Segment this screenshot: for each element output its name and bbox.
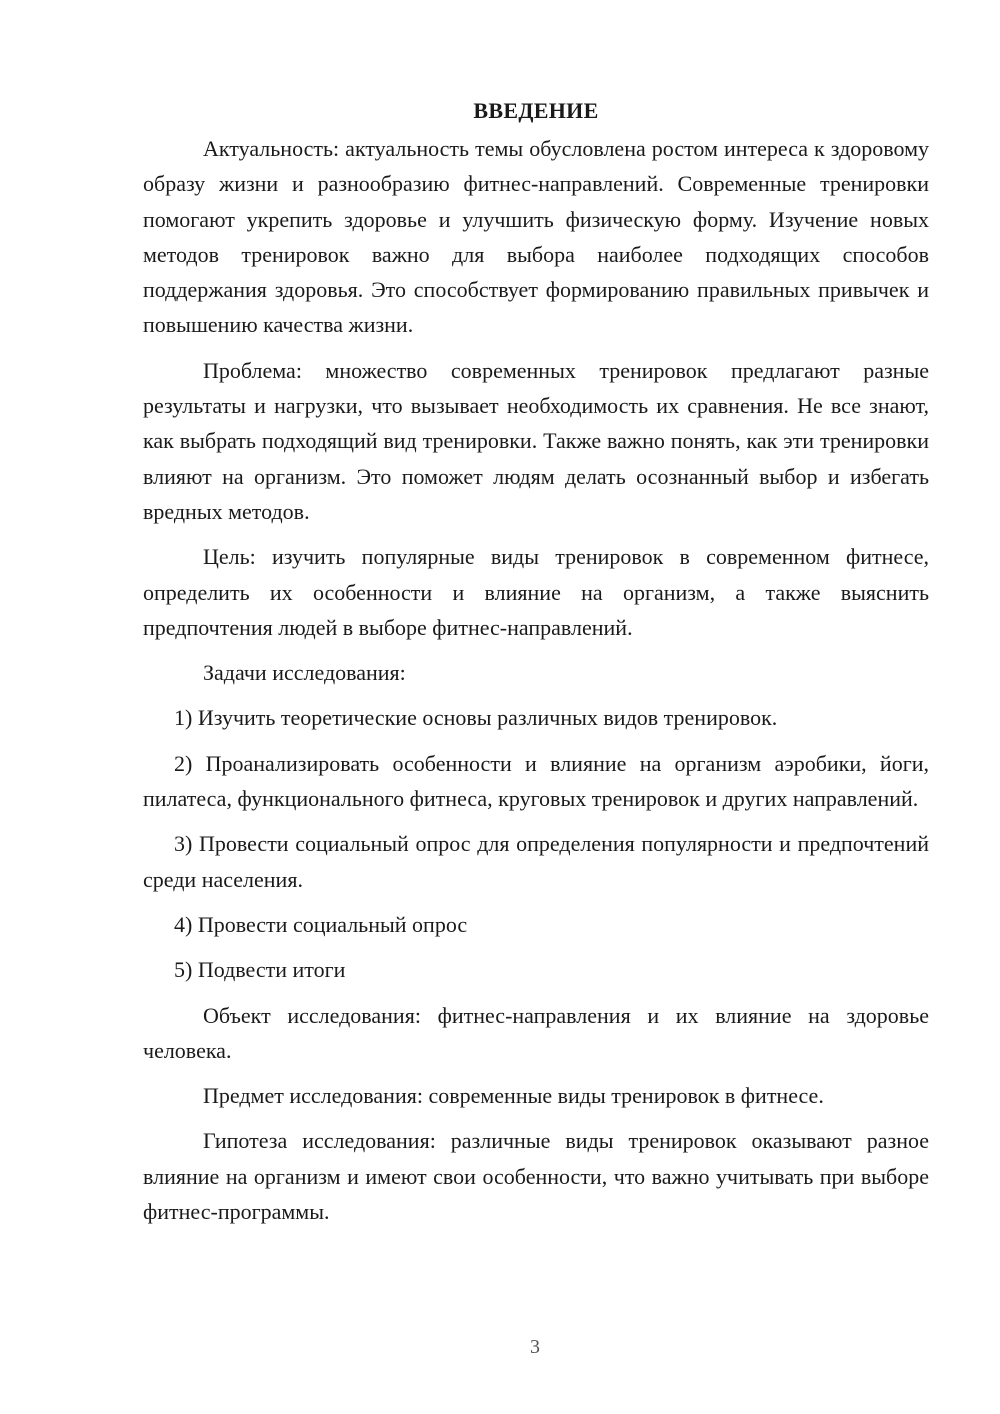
tasks-list — [143, 700, 929, 987]
task-item-2: 2) Проанализировать особенности и влияние на организм аэробики, йоги, пилатеса, функционального фитнеса, круговых тренировок и других направлений. — [143, 750, 929, 812]
hypothesis-paragraph: Гипотеза исследования: различные виды тренировок оказывают разное влияние на организм и имеют свои особенности, что важно учитывать при выборе фитнес-программы. — [143, 1128, 929, 1225]
section-title: ВВЕДЕНИЕ — [473, 98, 599, 123]
task-item-4: 4) Провести социальный опрос — [174, 911, 468, 937]
page-number: 3 — [530, 1336, 540, 1358]
tasks-heading: Задачи исследования: — [203, 660, 406, 686]
goal-paragraph: Цель: изучить популярные виды тренировок в современном фитнесе, определить их особенности и влияние на организм, а также выяснить предпочтения людей в выборе фитнес-направлений. — [143, 544, 929, 640]
relevance-paragraph: Актуальность: актуальность темы обусловлена ростом интереса к здоровому образу жизни и разнообразию фитнес-направлений. Современные тренировки помогают укрепить здоровье и улучшить физическую форму. Изучение новых методов тренировок важно для выбора наиболее подходящих способов поддержания здоровья. Это способствует формированию правильных привычек и повышению качества жизни. — [143, 136, 929, 338]
problem-paragraph: Проблема: множество современных тренировок предлагают разные результаты и нагрузки, что вызывает необходимость их сравнения. Не все знают, как выбрать подходящий вид тренировки. Также важно понять, как эти тренировки влияют на организм. Это поможет людям делать осознанный выбор и избегать вредных методов. — [143, 357, 929, 524]
task-item-3: 3) Провести социальный опрос для определения популярности и предпочтений среди населения. — [143, 831, 929, 892]
task-item-5: 5) Подвести итоги — [174, 957, 346, 983]
document-page — [143, 93, 929, 1239]
subject-paragraph: Предмет исследования: современные виды тренировок в фитнесе. — [203, 1083, 824, 1109]
task-item-1: 1) Изучить теоретические основы различных видов тренировок. — [174, 705, 778, 731]
object-paragraph: Объект исследования: фитнес-направления и их влияние на здоровье человека. — [143, 1002, 929, 1063]
